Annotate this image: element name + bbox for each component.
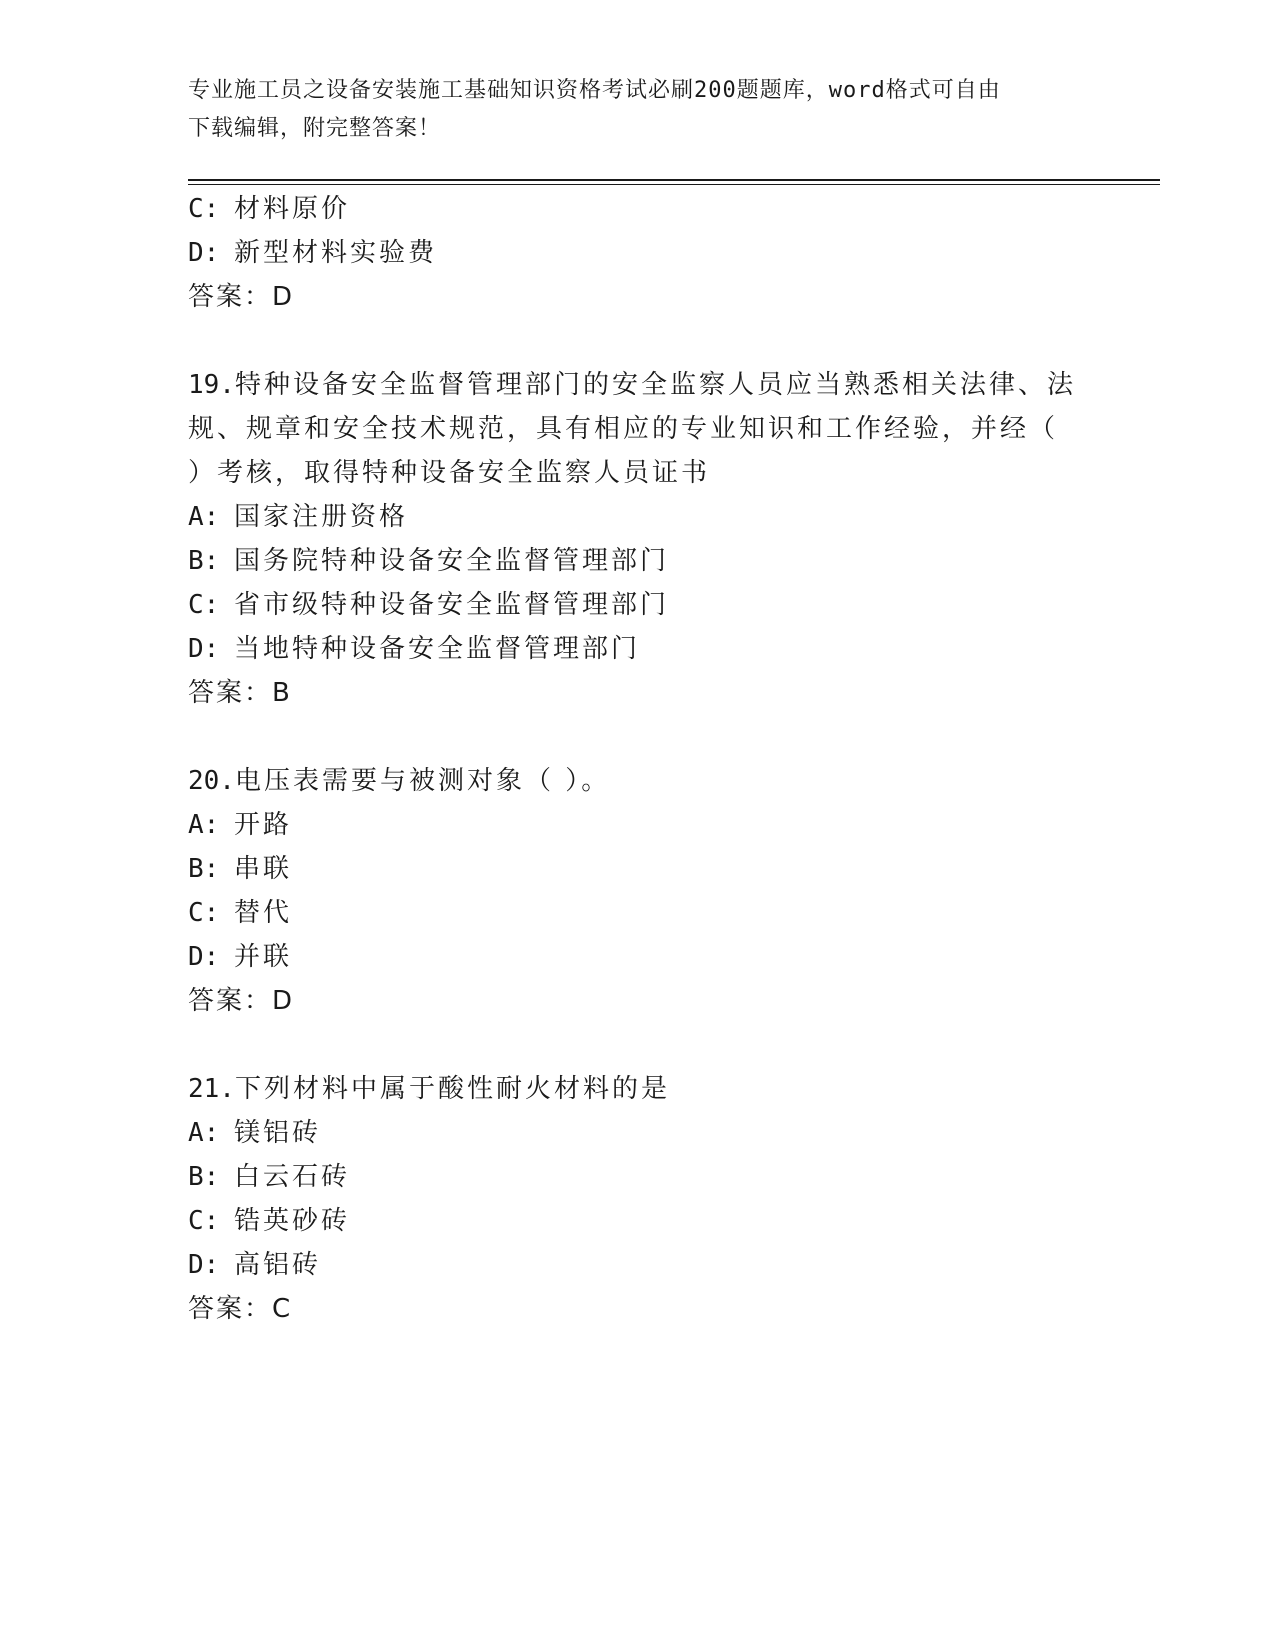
option-letter: A:: [188, 810, 220, 840]
prev-option-c: [188, 192, 350, 226]
question-number: 21.: [188, 1074, 235, 1104]
prev-answer: 答案：D: [188, 282, 295, 312]
q21-option-d: [188, 1248, 321, 1282]
option-text: 开路: [234, 810, 293, 840]
q19-option-a: [188, 500, 408, 534]
q20-option-c: [188, 896, 292, 930]
document-header: [188, 72, 1088, 148]
header-line-1: 专业施工员之设备安装施工基础知识资格考试必刷200题题库，word格式可自由: [188, 78, 1001, 103]
q20-option-a: [188, 808, 292, 842]
option-text: 白云石砖: [234, 1162, 351, 1192]
option-letter: B:: [188, 854, 220, 884]
option-letter: B:: [188, 1162, 220, 1192]
option-letter: C:: [188, 1206, 220, 1236]
prev-option-d: [188, 236, 437, 270]
option-letter: D:: [188, 1250, 220, 1280]
option-letter: C:: [188, 194, 220, 224]
q19-option-b: [188, 544, 669, 578]
header-divider-thin: [188, 184, 1160, 185]
option-text: 高铝砖: [234, 1250, 322, 1280]
q20-option-d: [188, 940, 292, 974]
q19-option-c: [188, 588, 669, 622]
q20-answer: 答案：D: [188, 986, 295, 1016]
q19-answer: 答案：B: [188, 678, 292, 708]
q20-stem: [188, 764, 610, 798]
option-text: 国务院特种设备安全监督管理部门: [234, 546, 670, 576]
q21-answer: 答案：C: [188, 1294, 293, 1324]
option-text: 替代: [234, 898, 293, 928]
q19-stem-line-3: ）考核，取得特种设备安全监察人员证书: [188, 458, 711, 488]
question-text: 下列材料中属于酸性耐火材料的是: [234, 1074, 670, 1104]
q21-option-c: [188, 1204, 350, 1238]
question-number: 20.: [188, 766, 235, 796]
q21-option-a: [188, 1116, 321, 1150]
option-text: 新型材料实验费: [234, 238, 438, 268]
option-letter: C:: [188, 898, 220, 928]
option-letter: D:: [188, 942, 220, 972]
option-letter: C:: [188, 590, 220, 620]
option-letter: D:: [188, 238, 220, 268]
option-text: 当地特种设备安全监督管理部门: [234, 634, 641, 664]
q19-stem-line-1: [188, 368, 1076, 402]
question-text: 特种设备安全监督管理部门的安全监察人员应当熟悉相关法律、法: [234, 370, 1076, 400]
question-number: 19.: [188, 370, 235, 400]
option-text: 省市级特种设备安全监督管理部门: [234, 590, 670, 620]
option-text: 镁铝砖: [234, 1118, 322, 1148]
header-divider-thick: [188, 179, 1160, 181]
option-text: 锆英砂砖: [234, 1206, 351, 1236]
option-letter: B:: [188, 546, 220, 576]
option-text: 并联: [234, 942, 293, 972]
q21-stem: [188, 1072, 670, 1106]
header-line-2: 下载编辑，附完整答案！: [188, 116, 442, 141]
option-letter: D:: [188, 634, 220, 664]
option-letter: A:: [188, 502, 220, 532]
q21-option-b: [188, 1160, 350, 1194]
q19-option-d: [188, 632, 640, 666]
question-text: 电压表需要与被测对象（ ）。: [234, 766, 611, 796]
option-text: 串联: [234, 854, 293, 884]
option-letter: A:: [188, 1118, 220, 1148]
q20-option-b: [188, 852, 292, 886]
option-text: 国家注册资格: [234, 502, 409, 532]
q19-stem-line-2: 规、规章和安全技术规范，具有相应的专业知识和工作经验，并经（: [188, 414, 1059, 444]
option-text: 材料原价: [234, 194, 351, 224]
